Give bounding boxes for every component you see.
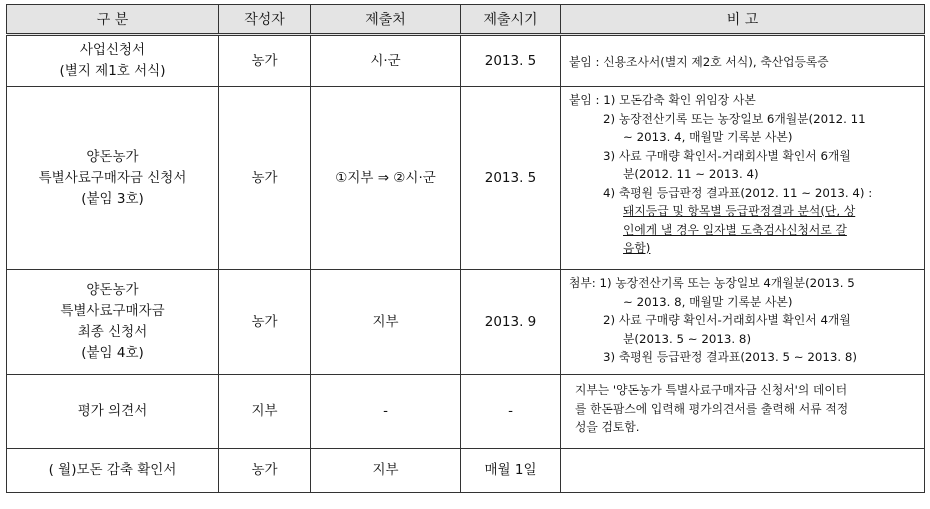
remarks-line: ~ 2013. 8, 매월말 기록분 사본) xyxy=(623,294,793,309)
remarks-line: 분(2013. 5 ~ 2013. 8) xyxy=(623,331,752,346)
table-row xyxy=(7,375,925,449)
category-cell xyxy=(7,375,219,449)
author-cell: 농가 xyxy=(219,270,311,375)
remarks-line: 붙임 : 1) 모돈감축 확인 위임장 사본 xyxy=(569,93,756,107)
category-cell xyxy=(7,87,219,270)
submit-to-cell: ①지부 ⇒ ②시·군 xyxy=(311,87,461,270)
submission-table xyxy=(6,4,925,493)
remarks-line: 붙임 : 신용조사서(별지 제2호 서식), 축산업등록증 xyxy=(569,54,829,69)
header-submit-to: 제출처 xyxy=(311,5,461,35)
category-line: (별지 제1호 서식) xyxy=(59,63,166,79)
header-author: 작성자 xyxy=(219,5,311,35)
remarks-line: 성을 검토함. xyxy=(575,420,640,434)
remarks-line: 4) 축평원 등급판정 결과표(2012. 11 ~ 2013. 4) : xyxy=(603,185,873,200)
header-remarks: 비 고 xyxy=(561,5,925,35)
submit-time-cell: 2013. 5 xyxy=(461,87,561,270)
remarks-cell xyxy=(561,375,925,449)
header-category: 구 분 xyxy=(7,5,219,35)
category-cell xyxy=(7,449,219,493)
remarks-line: ~ 2013. 4, 매월말 기록분 사본) xyxy=(623,130,793,144)
author-cell: 농가 xyxy=(219,449,311,493)
submit-time-cell: 2013. 9 xyxy=(461,270,561,375)
submit-time-cell: 매월 1일 xyxy=(461,449,561,493)
category-line: 양돈농가 xyxy=(86,148,139,165)
category-line: 양돈농가 xyxy=(86,282,139,298)
remarks-line: 2) 사료 구매량 확인서-거래회사별 확인서 4개월 xyxy=(603,313,851,327)
header-submit-time: 제출시기 xyxy=(461,5,561,35)
remarks-line: 음함) xyxy=(623,241,651,255)
remarks-line: 인에게 낼 경우 일자별 도축검사신청서로 갈 xyxy=(623,222,847,237)
remarks-cell xyxy=(561,87,925,270)
submit-time-cell: 2013. 5 xyxy=(461,35,561,87)
category-line: ( 월)모돈 감축 확인서 xyxy=(48,462,177,478)
table-row xyxy=(7,270,925,375)
table-row xyxy=(7,87,925,270)
category-line: 특별사료구매자금 xyxy=(60,303,165,319)
remarks-cell xyxy=(561,35,925,87)
submit-time-cell: - xyxy=(461,375,561,449)
category-cell xyxy=(7,270,219,375)
remarks-line: 분(2012. 11 ~ 2013. 4) xyxy=(623,167,759,181)
remarks-line: 첨부: 1) 농장전산기록 또는 농장일보 4개월분(2013. 5 xyxy=(569,276,855,290)
author-cell: 농가 xyxy=(219,87,311,270)
remarks-cell xyxy=(561,270,925,375)
remarks-line: 3) 축평원 등급판정 결과표(2013. 5 ~ 2013. 8) xyxy=(603,350,857,364)
category-line: 사업신청서 xyxy=(79,42,146,58)
author-cell: 지부 xyxy=(219,375,311,449)
category-cell xyxy=(7,35,219,87)
author-cell: 농가 xyxy=(219,35,311,87)
submit-to-cell: 지부 xyxy=(311,270,461,375)
submit-to-cell: - xyxy=(311,375,461,449)
remarks-line: 2) 농장전산기록 또는 농장일보 6개월분(2012. 11 xyxy=(603,111,866,126)
remarks-cell xyxy=(561,449,925,493)
category-line: 특별사료구매자금 신청서 xyxy=(38,169,187,186)
header-row xyxy=(7,5,925,35)
table-row xyxy=(7,35,925,87)
submit-to-cell: 시·군 xyxy=(311,35,461,87)
table-row xyxy=(7,449,925,493)
category-line: (붙임 4호) xyxy=(81,345,144,361)
remarks-line: 를 한돈팜스에 입력해 평가의견서를 출력해 서류 적정 xyxy=(575,401,849,416)
submit-to-cell: 지부 xyxy=(311,449,461,493)
remarks-line: 지부는 '양돈농가 특별사료구매자금 신청서'의 데이터 xyxy=(575,383,848,397)
category-line: 평가 의견서 xyxy=(77,403,148,419)
category-line: (붙임 3호) xyxy=(81,190,144,207)
remarks-line: 돼지등급 및 항목별 등급판정결과 분석(단, 상 xyxy=(623,204,856,218)
remarks-line: 3) 사료 구매량 확인서-거래회사별 확인서 6개월 xyxy=(603,148,851,163)
category-line: 최종 신청서 xyxy=(77,324,148,340)
